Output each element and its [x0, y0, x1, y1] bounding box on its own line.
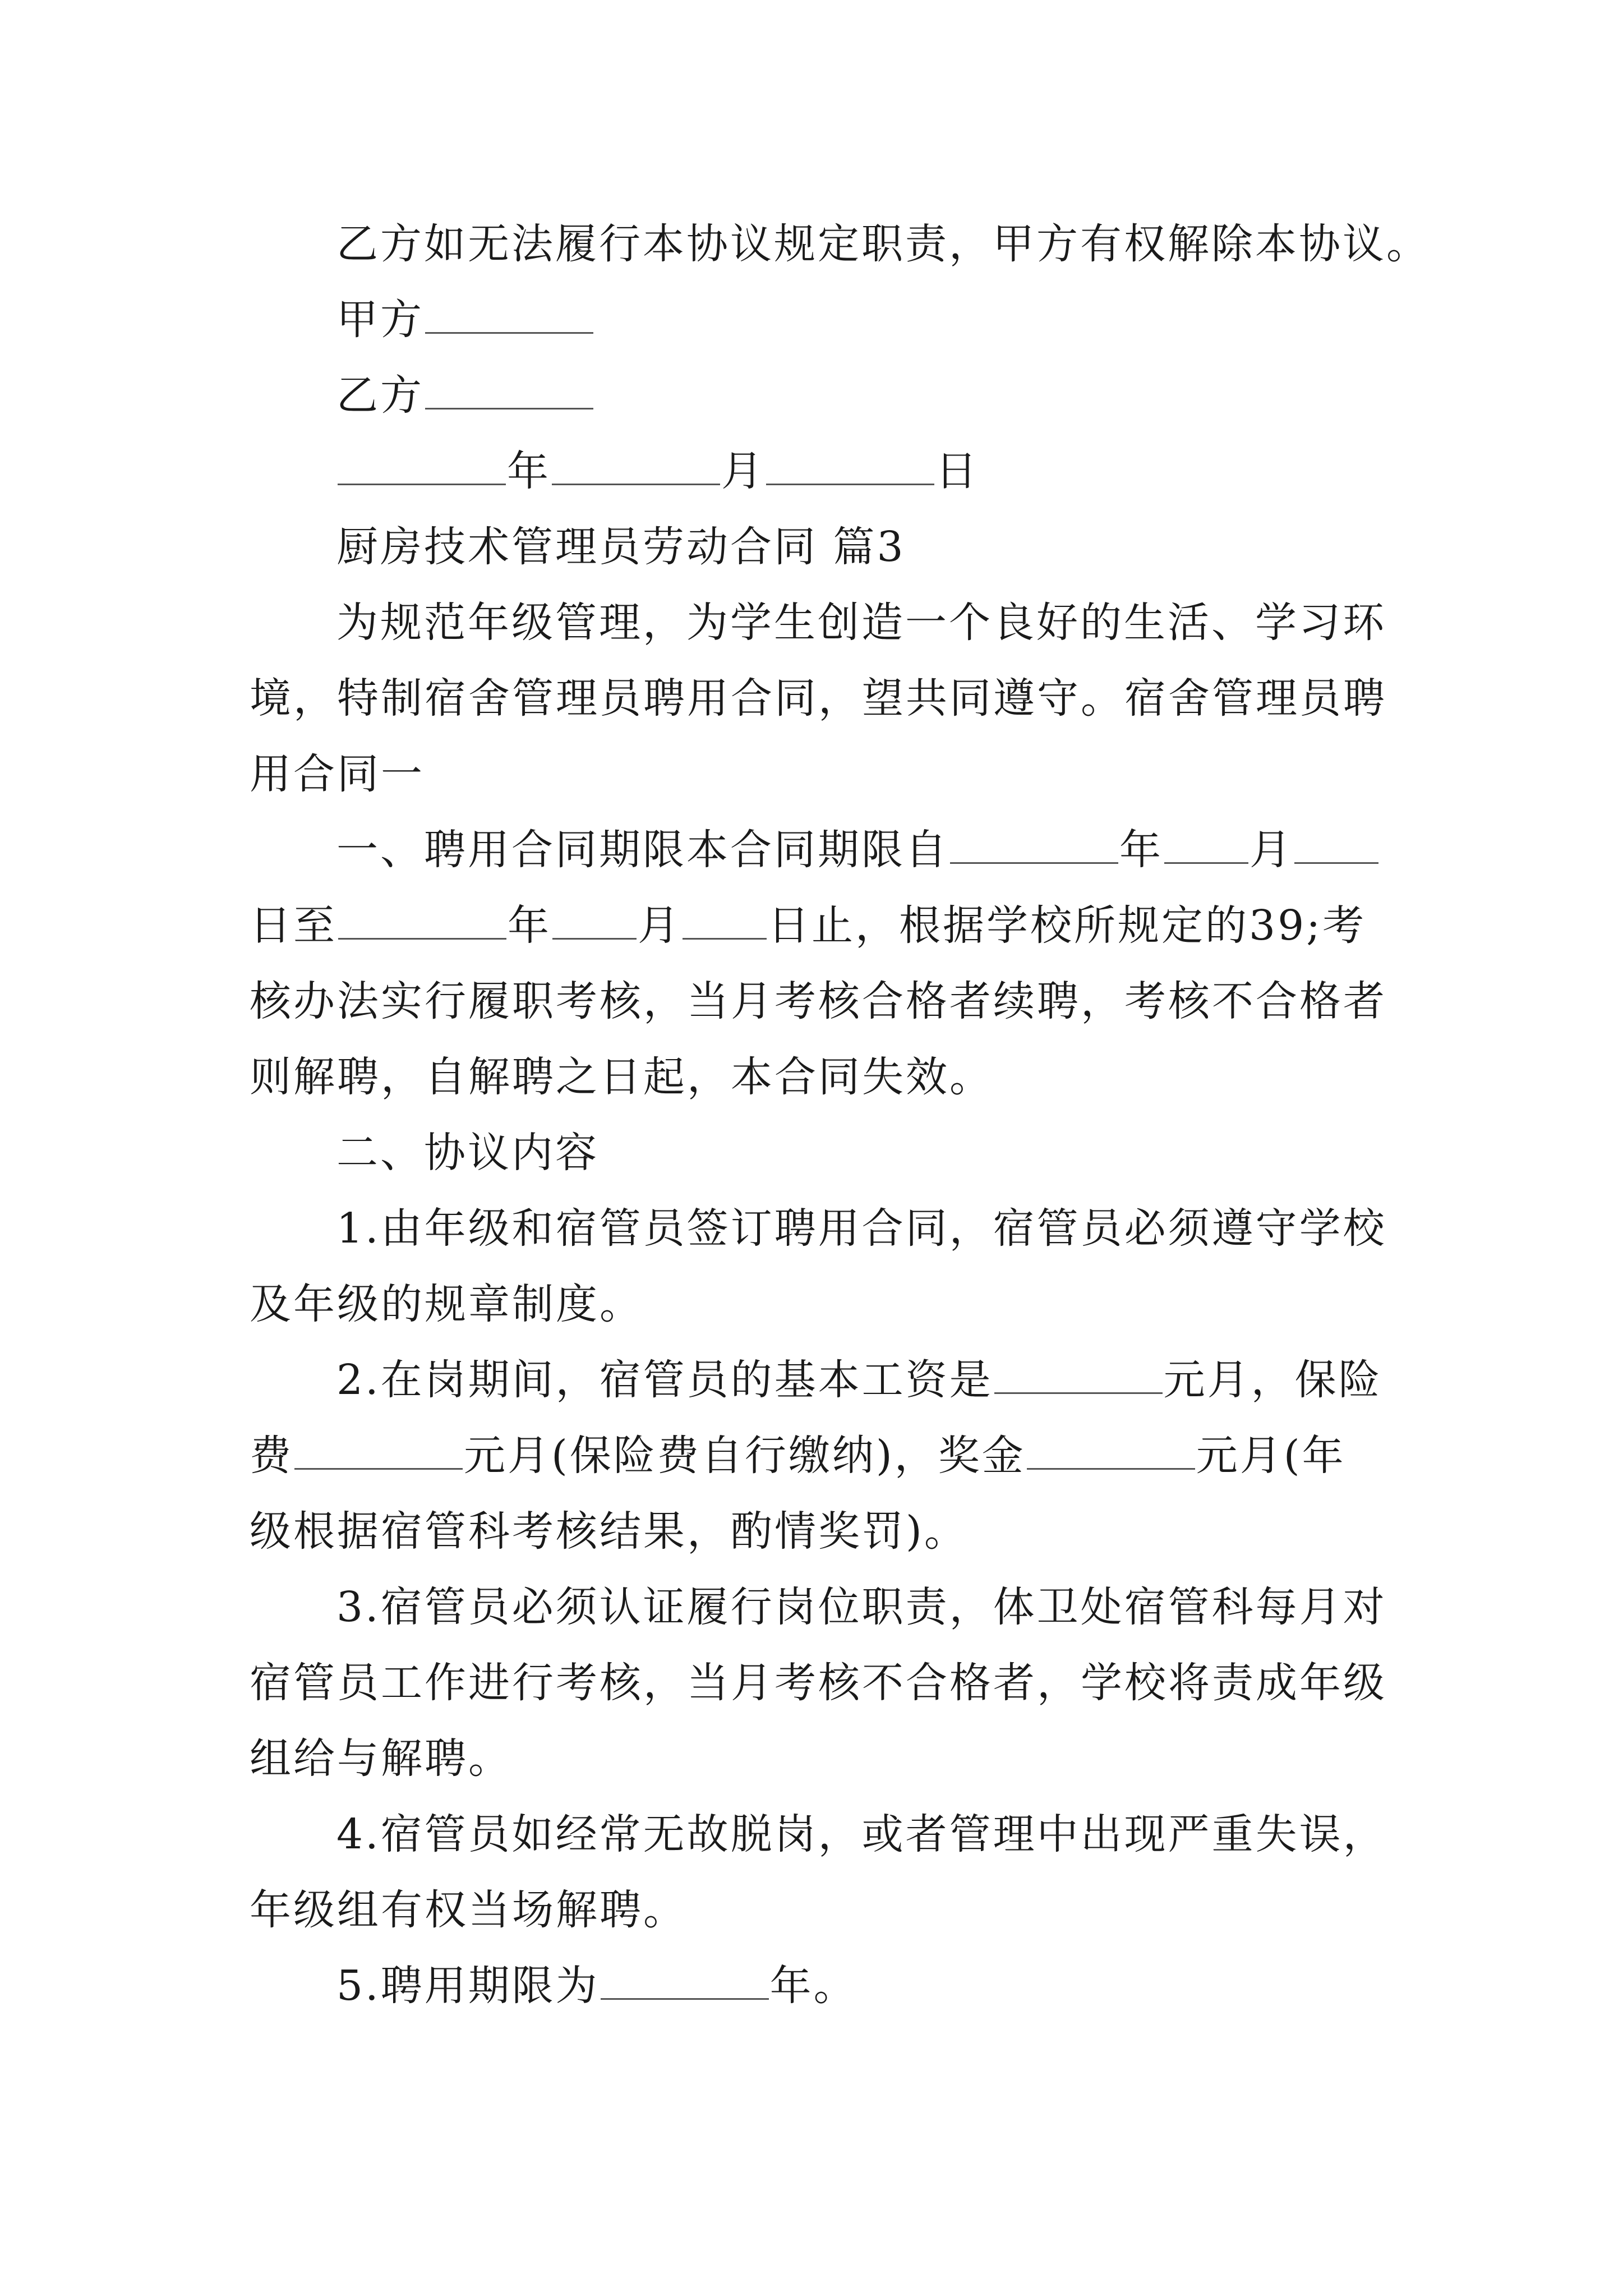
start-month-blank [1164, 823, 1248, 864]
base-salary-blank [994, 1353, 1163, 1394]
end-year-label: 年 [508, 901, 551, 950]
insurance-blank [294, 1429, 463, 1470]
item-2-line-3: 级根据宿管科考核结果，酌情奖罚)。 [250, 1507, 968, 1556]
term-line-1 [336, 822, 1380, 878]
item-3-line-1: 3.宿管员必须认证履行岗位职责，体卫处宿管科每月对 [336, 1583, 1387, 1631]
intro-line-3: 用合同一 [250, 750, 425, 798]
bonus-blank [1027, 1429, 1195, 1470]
party-a-label: 甲方 [336, 296, 424, 344]
term-line-3: 核办法实行履职考核，当月考核合格者续聘，考核不合格者 [250, 977, 1387, 1025]
section-title: 厨房技术管理员劳动合同 篇3 [336, 523, 906, 571]
start-month-label: 月 [1249, 826, 1293, 874]
party-b-signature-line [336, 367, 594, 424]
end-month-blank [552, 899, 637, 940]
insurance-label: 费 [250, 1432, 293, 1480]
signing-date-line [336, 443, 979, 499]
end-day-blank [683, 899, 767, 940]
year-label: 年 [507, 447, 551, 495]
term-length-blank [601, 1959, 769, 2000]
day-blank [766, 444, 934, 485]
item-1-line-1: 1.由年级和宿管员签订聘用合同，宿管员必须遵守学校 [336, 1204, 1387, 1253]
item-1-line-2: 及年级的规章制度。 [250, 1280, 643, 1328]
party-a-blank [425, 293, 593, 334]
item-5-line [336, 1958, 857, 2014]
term-end-label: 日至 [250, 901, 337, 950]
term-line-4: 则解聘，自解聘之日起，本合同失效。 [250, 1053, 993, 1101]
start-year-label: 年 [1119, 826, 1163, 874]
bonus-unit: 元月(年 [1196, 1432, 1346, 1480]
item-2-line-1 [336, 1352, 1382, 1408]
closing-clause: 乙方如无法履行本协议规定职责，甲方有权解除本协议。 [336, 220, 1430, 268]
start-year-blank [950, 823, 1118, 864]
term-length-unit: 年。 [769, 1962, 857, 2010]
term-length-label: 5.聘用期限为 [336, 1962, 600, 2010]
term-start-label: 一、聘用合同期限本合同期限自 [336, 826, 949, 874]
item-4-line-2: 年级组有权当场解聘。 [250, 1886, 687, 1934]
party-b-label: 乙方 [336, 371, 424, 420]
insurance-unit: 元月(保险费自行缴纳)，奖金 [464, 1432, 1026, 1480]
intro-line-2: 境，特制宿舍管理员聘用合同，望共同遵守。宿舍管理员聘 [250, 674, 1387, 723]
content-heading: 二、协议内容 [336, 1129, 599, 1177]
start-day-blank [1294, 823, 1378, 864]
item-3-line-2: 宿管员工作进行考核，当月考核不合格者，学校将责成年级 [250, 1659, 1387, 1707]
day-label: 日 [935, 447, 979, 495]
term-line-2 [250, 898, 1366, 954]
end-year-blank [338, 899, 506, 940]
party-b-blank [425, 369, 593, 409]
year-blank [338, 444, 506, 485]
base-salary-label: 2.在岗期间，宿管员的基本工资是 [336, 1356, 993, 1404]
item-4-line-1: 4.宿管员如经常无故脱岗，或者管理中出现严重失误， [336, 1810, 1387, 1858]
month-label: 月 [721, 447, 765, 495]
month-blank [552, 444, 720, 485]
base-salary-unit: 元月，保险 [1163, 1356, 1382, 1404]
party-a-signature-line [336, 292, 594, 348]
item-2-line-2 [250, 1428, 1346, 1484]
item-3-line-3: 组给与解聘。 [250, 1734, 512, 1783]
end-month-label: 月 [638, 901, 681, 950]
term-end-text: 日止，根据学校所规定的39;考 [768, 901, 1367, 950]
intro-line-1: 为规范年级管理，为学生创造一个良好的生活、学习环 [336, 599, 1386, 647]
